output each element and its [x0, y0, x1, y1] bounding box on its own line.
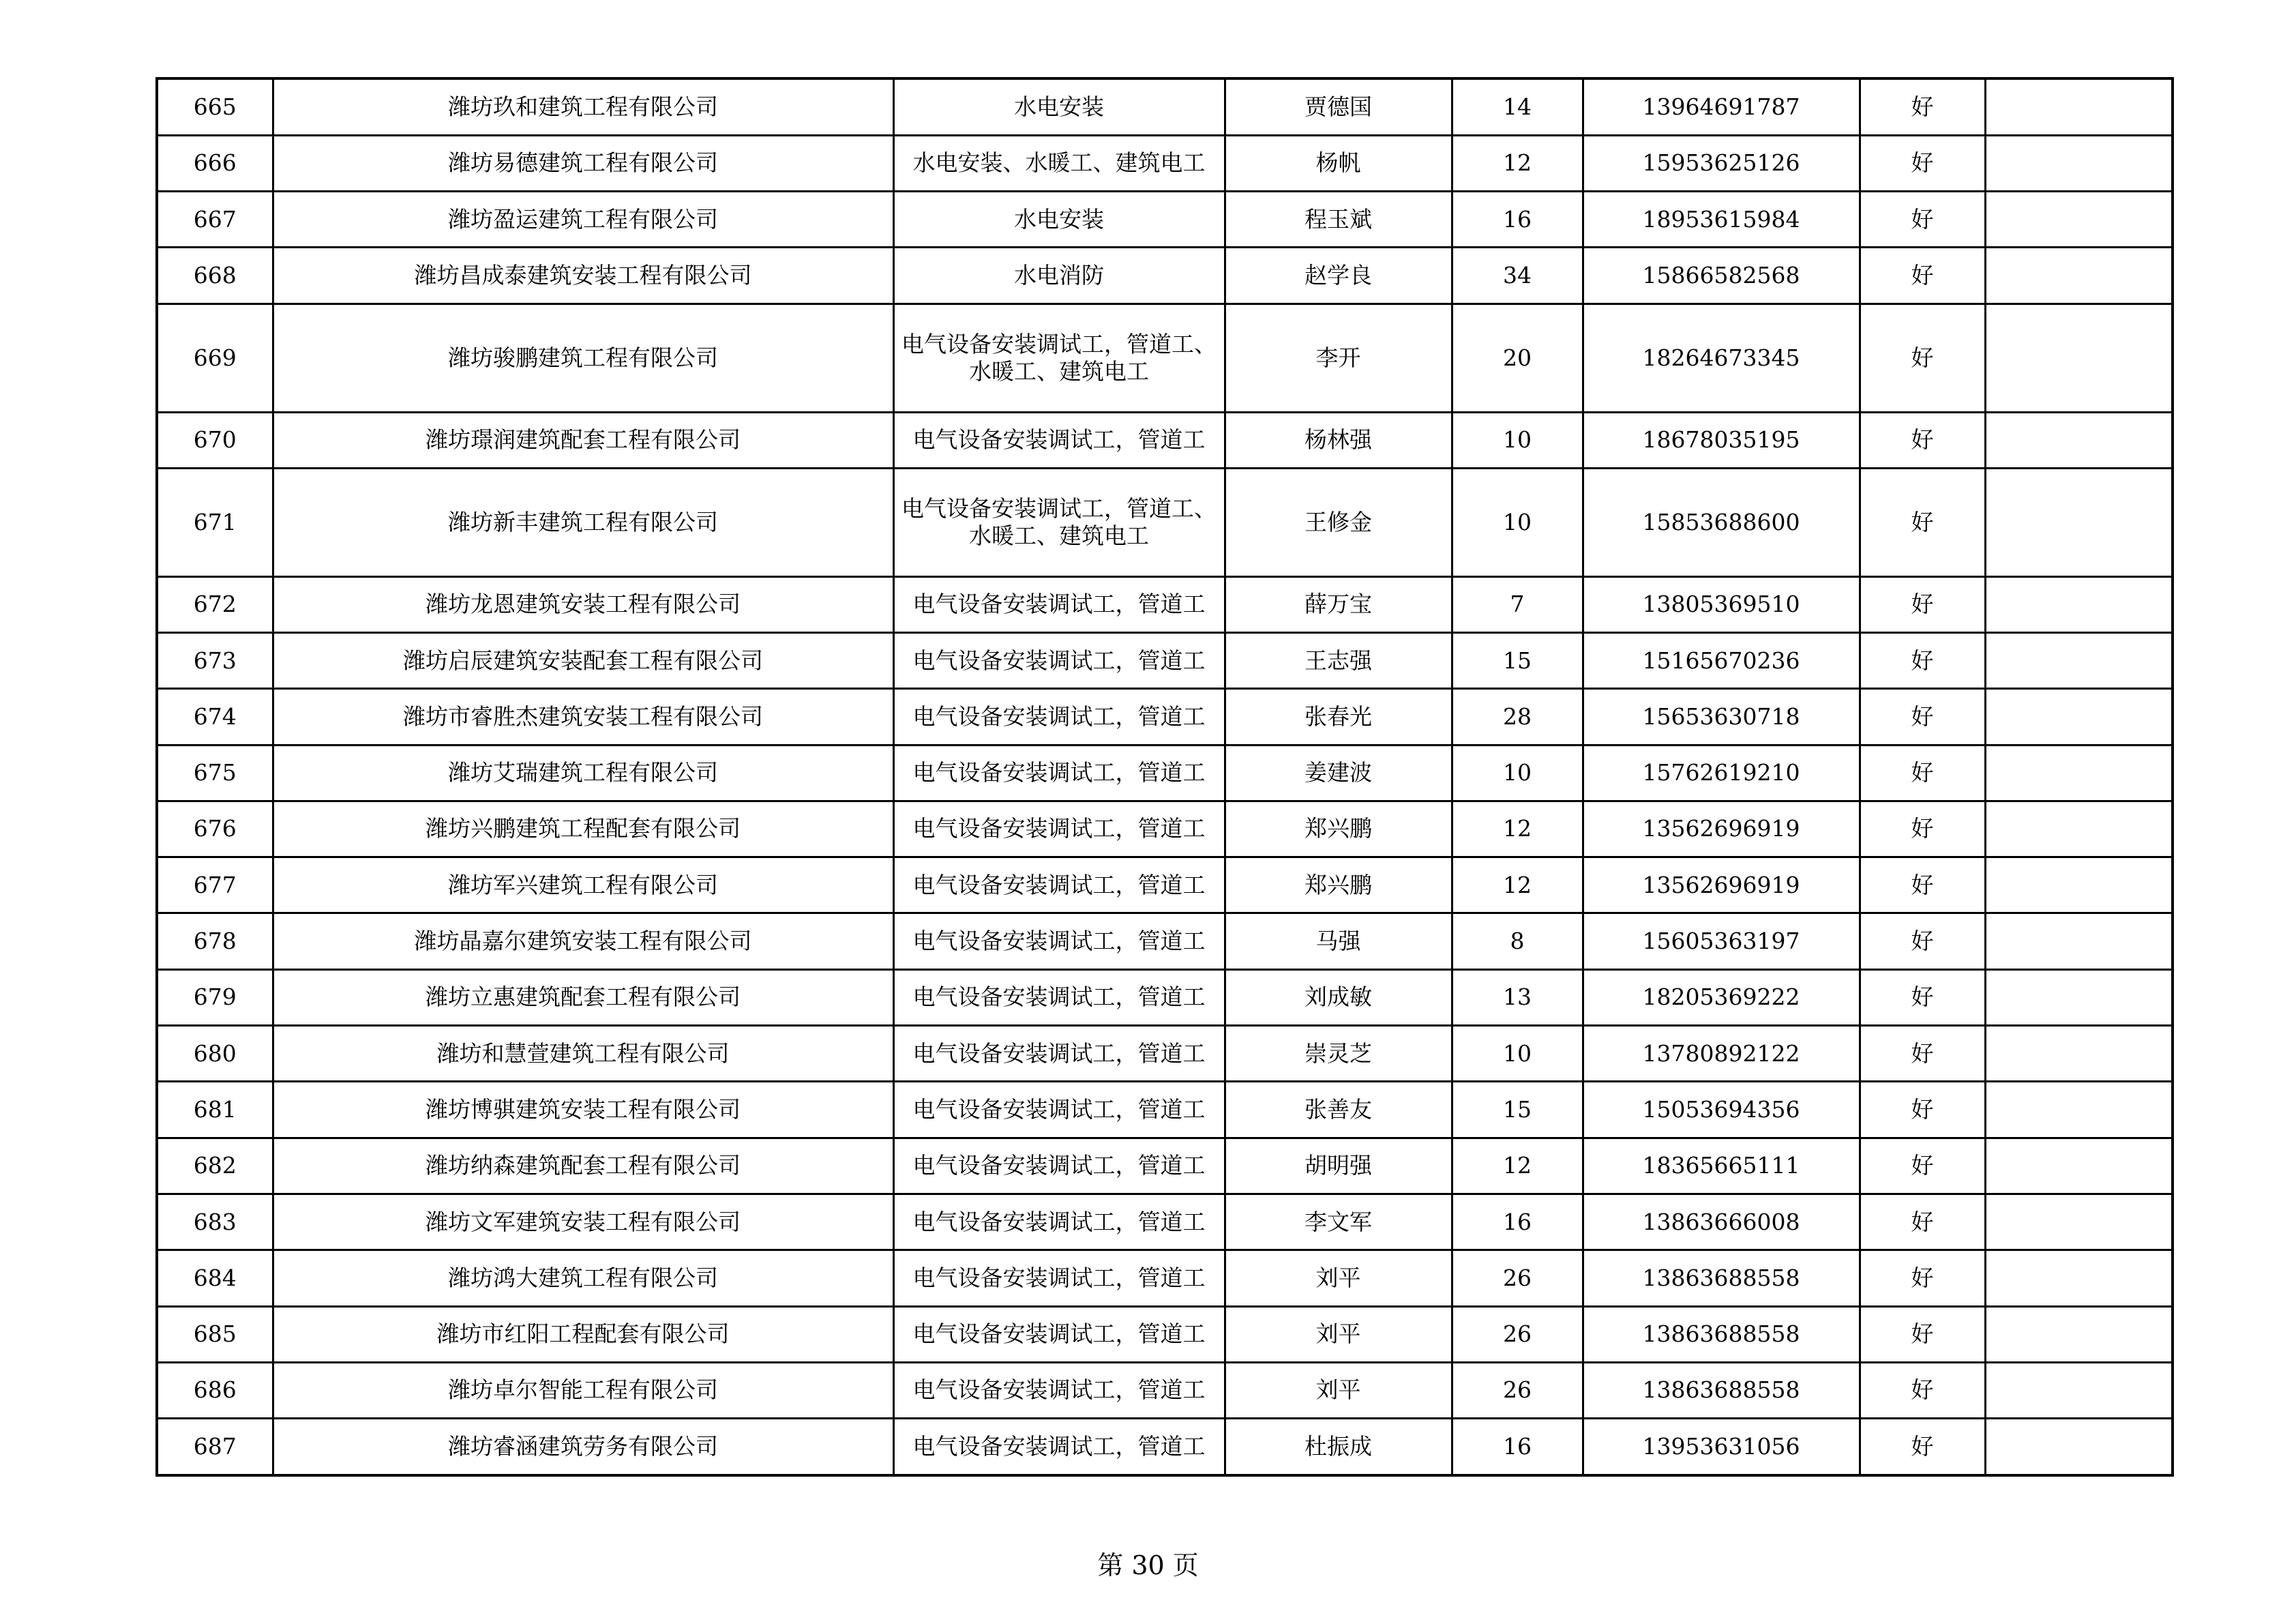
company-name-cell: 潍坊启辰建筑安装配套工程有限公司 — [273, 632, 893, 688]
worker-count-cell: 16 — [1452, 1194, 1583, 1250]
remark-cell — [1985, 1306, 2173, 1362]
contact-person-cell: 张春光 — [1225, 689, 1452, 745]
remark-cell — [1985, 1138, 2173, 1194]
company-name-cell: 潍坊鸿大建筑工程有限公司 — [273, 1250, 893, 1306]
company-name-cell: 潍坊立惠建筑配套工程有限公司 — [273, 969, 893, 1025]
table-row — [157, 1138, 2173, 1194]
contact-person-cell: 杜振成 — [1225, 1419, 1452, 1475]
trade-type-cell: 电气设备安装调试工，管道工 — [893, 745, 1225, 801]
row-number-cell: 676 — [157, 801, 273, 857]
trade-type-cell: 电气设备安装调试工，管道工 — [893, 913, 1225, 969]
worker-count-cell: 20 — [1452, 304, 1583, 412]
contact-person-cell: 李开 — [1225, 304, 1452, 412]
row-number-cell: 685 — [157, 1306, 273, 1362]
company-name-cell: 潍坊新丰建筑工程有限公司 — [273, 468, 893, 576]
worker-count-cell: 13 — [1452, 969, 1583, 1025]
rating-cell: 好 — [1860, 1250, 1985, 1306]
phone-number-cell: 18205369222 — [1583, 969, 1860, 1025]
table-row — [157, 1082, 2173, 1138]
remark-cell — [1985, 1362, 2173, 1418]
rating-cell: 好 — [1860, 1026, 1985, 1082]
contact-person-cell: 王修金 — [1225, 468, 1452, 576]
table-row — [157, 689, 2173, 745]
page-prefix: 第 — [1097, 1550, 1124, 1580]
page-number — [0, 1550, 2296, 1581]
table-row — [157, 632, 2173, 688]
contact-person-cell: 郑兴鹏 — [1225, 801, 1452, 857]
row-number-cell: 683 — [157, 1194, 273, 1250]
trade-type-cell: 电气设备安装调试工，管道工、水暖工、建筑电工 — [893, 468, 1225, 576]
company-name-cell: 潍坊和慧萱建筑工程有限公司 — [273, 1026, 893, 1082]
remark-cell — [1985, 1026, 2173, 1082]
table-row — [157, 1194, 2173, 1250]
table-row — [157, 192, 2173, 248]
rating-cell: 好 — [1860, 135, 1985, 191]
company-name-cell: 潍坊文军建筑安装工程有限公司 — [273, 1194, 893, 1250]
table-row — [157, 304, 2173, 412]
worker-count-cell: 16 — [1452, 1419, 1583, 1475]
contact-person-cell: 刘成敏 — [1225, 969, 1452, 1025]
contact-person-cell: 杨林强 — [1225, 412, 1452, 468]
company-name-cell: 潍坊易德建筑工程有限公司 — [273, 135, 893, 191]
company-name-cell: 潍坊艾瑞建筑工程有限公司 — [273, 745, 893, 801]
rating-cell: 好 — [1860, 304, 1985, 412]
rating-cell: 好 — [1860, 412, 1985, 468]
table-row — [157, 468, 2173, 576]
contact-person-cell: 刘平 — [1225, 1306, 1452, 1362]
company-name-cell: 潍坊晶嘉尔建筑安装工程有限公司 — [273, 913, 893, 969]
worker-count-cell: 10 — [1452, 468, 1583, 576]
rating-cell: 好 — [1860, 1194, 1985, 1250]
trade-type-cell: 水电安装、水暖工、建筑电工 — [893, 135, 1225, 191]
phone-number-cell: 13953631056 — [1583, 1419, 1860, 1475]
remark-cell — [1985, 857, 2173, 913]
company-name-cell: 潍坊市红阳工程配套有限公司 — [273, 1306, 893, 1362]
worker-count-cell: 12 — [1452, 857, 1583, 913]
table-row — [157, 1419, 2173, 1475]
company-name-cell: 潍坊睿涵建筑劳务有限公司 — [273, 1419, 893, 1475]
phone-number-cell: 15653630718 — [1583, 689, 1860, 745]
row-number-cell: 677 — [157, 857, 273, 913]
rating-cell: 好 — [1860, 913, 1985, 969]
trade-type-cell: 电气设备安装调试工，管道工 — [893, 1306, 1225, 1362]
phone-number-cell: 15605363197 — [1583, 913, 1860, 969]
trade-type-cell: 电气设备安装调试工，管道工、水暖工、建筑电工 — [893, 304, 1225, 412]
contact-person-cell: 王志强 — [1225, 632, 1452, 688]
rating-cell: 好 — [1860, 192, 1985, 248]
contact-person-cell: 刘平 — [1225, 1250, 1452, 1306]
trade-type-cell: 电气设备安装调试工，管道工 — [893, 801, 1225, 857]
trade-type-cell: 电气设备安装调试工，管道工 — [893, 1138, 1225, 1194]
remark-cell — [1985, 801, 2173, 857]
trade-type-cell: 电气设备安装调试工，管道工 — [893, 632, 1225, 688]
worker-count-cell: 26 — [1452, 1362, 1583, 1418]
worker-count-cell: 10 — [1452, 412, 1583, 468]
table-row — [157, 135, 2173, 191]
trade-type-cell: 电气设备安装调试工，管道工 — [893, 1419, 1225, 1475]
trade-type-cell: 电气设备安装调试工，管道工 — [893, 689, 1225, 745]
company-name-cell: 潍坊骏鹏建筑工程有限公司 — [273, 304, 893, 412]
worker-count-cell: 26 — [1452, 1250, 1583, 1306]
worker-count-cell: 15 — [1452, 632, 1583, 688]
remark-cell — [1985, 1250, 2173, 1306]
remark-cell — [1985, 192, 2173, 248]
phone-number-cell: 13863666008 — [1583, 1194, 1860, 1250]
table-row — [157, 801, 2173, 857]
company-name-cell: 潍坊纳森建筑配套工程有限公司 — [273, 1138, 893, 1194]
row-number-cell: 667 — [157, 192, 273, 248]
page-value: 30 — [1131, 1550, 1165, 1580]
remark-cell — [1985, 689, 2173, 745]
phone-number-cell: 18953615984 — [1583, 192, 1860, 248]
phone-number-cell: 13863688558 — [1583, 1362, 1860, 1418]
remark-cell — [1985, 1419, 2173, 1475]
worker-count-cell: 15 — [1452, 1082, 1583, 1138]
worker-count-cell: 26 — [1452, 1306, 1583, 1362]
worker-count-cell: 16 — [1452, 192, 1583, 248]
worker-count-cell: 7 — [1452, 576, 1583, 632]
trade-type-cell: 电气设备安装调试工，管道工 — [893, 412, 1225, 468]
company-name-cell: 潍坊盈运建筑工程有限公司 — [273, 192, 893, 248]
worker-count-cell: 12 — [1452, 135, 1583, 191]
rating-cell: 好 — [1860, 1362, 1985, 1418]
row-number-cell: 672 — [157, 576, 273, 632]
remark-cell — [1985, 576, 2173, 632]
phone-number-cell: 13562696919 — [1583, 801, 1860, 857]
remark-cell — [1985, 248, 2173, 304]
row-number-cell: 680 — [157, 1026, 273, 1082]
trade-type-cell: 电气设备安装调试工，管道工 — [893, 1362, 1225, 1418]
phone-number-cell: 18264673345 — [1583, 304, 1860, 412]
page-suffix: 页 — [1172, 1550, 1199, 1580]
worker-count-cell: 14 — [1452, 78, 1583, 135]
rating-cell: 好 — [1860, 1419, 1985, 1475]
rating-cell: 好 — [1860, 1306, 1985, 1362]
company-name-cell: 潍坊卓尔智能工程有限公司 — [273, 1362, 893, 1418]
remark-cell — [1985, 1082, 2173, 1138]
company-name-cell: 潍坊兴鹏建筑工程配套有限公司 — [273, 801, 893, 857]
trade-type-cell: 电气设备安装调试工，管道工 — [893, 1194, 1225, 1250]
trade-type-cell: 水电消防 — [893, 248, 1225, 304]
row-number-cell: 668 — [157, 248, 273, 304]
company-name-cell: 潍坊龙恩建筑安装工程有限公司 — [273, 576, 893, 632]
table-row — [157, 1250, 2173, 1306]
company-name-cell: 潍坊市睿胜杰建筑安装工程有限公司 — [273, 689, 893, 745]
contact-person-cell: 李文军 — [1225, 1194, 1452, 1250]
remark-cell — [1985, 78, 2173, 135]
row-number-cell: 679 — [157, 969, 273, 1025]
phone-number-cell: 15853688600 — [1583, 468, 1860, 576]
trade-type-cell: 水电安装 — [893, 78, 1225, 135]
table-row — [157, 1362, 2173, 1418]
remark-cell — [1985, 135, 2173, 191]
row-number-cell: 666 — [157, 135, 273, 191]
contact-person-cell: 程玉斌 — [1225, 192, 1452, 248]
phone-number-cell: 15953625126 — [1583, 135, 1860, 191]
row-number-cell: 674 — [157, 689, 273, 745]
rating-cell: 好 — [1860, 78, 1985, 135]
company-roster-table — [155, 77, 2174, 1477]
trade-type-cell: 电气设备安装调试工，管道工 — [893, 1250, 1225, 1306]
contact-person-cell: 胡明强 — [1225, 1138, 1452, 1194]
phone-number-cell: 13780892122 — [1583, 1026, 1860, 1082]
phone-number-cell: 18678035195 — [1583, 412, 1860, 468]
worker-count-cell: 34 — [1452, 248, 1583, 304]
rating-cell: 好 — [1860, 1138, 1985, 1194]
phone-number-cell: 15053694356 — [1583, 1082, 1860, 1138]
contact-person-cell: 郑兴鹏 — [1225, 857, 1452, 913]
phone-number-cell: 13805369510 — [1583, 576, 1860, 632]
rating-cell: 好 — [1860, 248, 1985, 304]
row-number-cell: 675 — [157, 745, 273, 801]
company-name-cell: 潍坊昌成泰建筑安装工程有限公司 — [273, 248, 893, 304]
phone-number-cell: 13964691787 — [1583, 78, 1860, 135]
phone-number-cell: 15165670236 — [1583, 632, 1860, 688]
rating-cell: 好 — [1860, 857, 1985, 913]
rating-cell: 好 — [1860, 969, 1985, 1025]
table-row — [157, 412, 2173, 468]
rating-cell: 好 — [1860, 801, 1985, 857]
rating-cell: 好 — [1860, 1082, 1985, 1138]
row-number-cell: 669 — [157, 304, 273, 412]
table-row — [157, 1026, 2173, 1082]
row-number-cell: 682 — [157, 1138, 273, 1194]
rating-cell: 好 — [1860, 468, 1985, 576]
worker-count-cell: 12 — [1452, 1138, 1583, 1194]
row-number-cell: 671 — [157, 468, 273, 576]
roster-body — [157, 78, 2173, 1475]
remark-cell — [1985, 745, 2173, 801]
company-name-cell: 潍坊博骐建筑安装工程有限公司 — [273, 1082, 893, 1138]
trade-type-cell: 电气设备安装调试工，管道工 — [893, 857, 1225, 913]
phone-number-cell: 13863688558 — [1583, 1306, 1860, 1362]
trade-type-cell: 电气设备安装调试工，管道工 — [893, 1082, 1225, 1138]
table-row — [157, 78, 2173, 135]
rating-cell: 好 — [1860, 745, 1985, 801]
row-number-cell: 684 — [157, 1250, 273, 1306]
contact-person-cell: 刘平 — [1225, 1362, 1452, 1418]
remark-cell — [1985, 1194, 2173, 1250]
table-row — [157, 576, 2173, 632]
remark-cell — [1985, 412, 2173, 468]
contact-person-cell: 杨帆 — [1225, 135, 1452, 191]
table-row — [157, 913, 2173, 969]
phone-number-cell: 13863688558 — [1583, 1250, 1860, 1306]
table-row — [157, 745, 2173, 801]
trade-type-cell: 水电安装 — [893, 192, 1225, 248]
row-number-cell: 665 — [157, 78, 273, 135]
row-number-cell: 678 — [157, 913, 273, 969]
row-number-cell: 673 — [157, 632, 273, 688]
row-number-cell: 670 — [157, 412, 273, 468]
contact-person-cell: 马强 — [1225, 913, 1452, 969]
contact-person-cell: 赵学良 — [1225, 248, 1452, 304]
trade-type-cell: 电气设备安装调试工，管道工 — [893, 1026, 1225, 1082]
contact-person-cell: 崇灵芝 — [1225, 1026, 1452, 1082]
phone-number-cell: 18365665111 — [1583, 1138, 1860, 1194]
worker-count-cell: 10 — [1452, 745, 1583, 801]
phone-number-cell: 15762619210 — [1583, 745, 1860, 801]
company-name-cell: 潍坊军兴建筑工程有限公司 — [273, 857, 893, 913]
table-row — [157, 857, 2173, 913]
worker-count-cell: 28 — [1452, 689, 1583, 745]
contact-person-cell: 贾德国 — [1225, 78, 1452, 135]
remark-cell — [1985, 468, 2173, 576]
trade-type-cell: 电气设备安装调试工，管道工 — [893, 576, 1225, 632]
remark-cell — [1985, 304, 2173, 412]
worker-count-cell: 12 — [1452, 801, 1583, 857]
worker-count-cell: 10 — [1452, 1026, 1583, 1082]
rating-cell: 好 — [1860, 576, 1985, 632]
remark-cell — [1985, 969, 2173, 1025]
row-number-cell: 681 — [157, 1082, 273, 1138]
table-row — [157, 969, 2173, 1025]
remark-cell — [1985, 632, 2173, 688]
table-row — [157, 1306, 2173, 1362]
company-name-cell: 潍坊玖和建筑工程有限公司 — [273, 78, 893, 135]
row-number-cell: 687 — [157, 1419, 273, 1475]
phone-number-cell: 13562696919 — [1583, 857, 1860, 913]
worker-count-cell: 8 — [1452, 913, 1583, 969]
trade-type-cell: 电气设备安装调试工，管道工 — [893, 969, 1225, 1025]
contact-person-cell: 张善友 — [1225, 1082, 1452, 1138]
phone-number-cell: 15866582568 — [1583, 248, 1860, 304]
rating-cell: 好 — [1860, 689, 1985, 745]
contact-person-cell: 姜建波 — [1225, 745, 1452, 801]
table-row — [157, 248, 2173, 304]
remark-cell — [1985, 913, 2173, 969]
row-number-cell: 686 — [157, 1362, 273, 1418]
contact-person-cell: 薛万宝 — [1225, 576, 1452, 632]
company-name-cell: 潍坊璟润建筑配套工程有限公司 — [273, 412, 893, 468]
rating-cell: 好 — [1860, 632, 1985, 688]
